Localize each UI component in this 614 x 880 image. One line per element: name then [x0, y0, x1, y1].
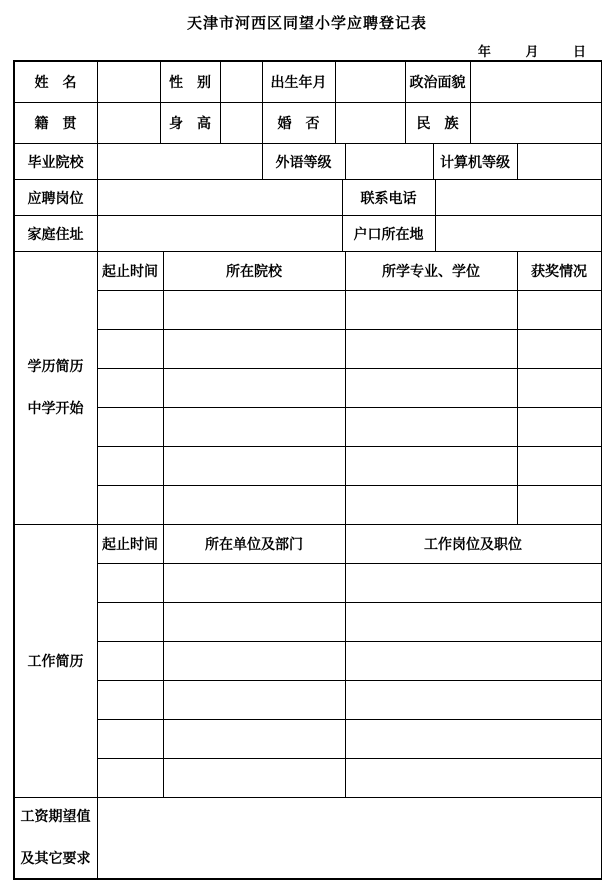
table-row: [14, 798, 601, 879]
work-row-cell[interactable]: [345, 564, 601, 603]
table-row: [14, 447, 601, 486]
work-row-cell[interactable]: [345, 642, 601, 681]
applied-position-value-cell[interactable]: [97, 180, 342, 216]
work-section-label: 工作简历: [14, 525, 97, 798]
name-label: 姓 名: [14, 62, 97, 103]
home-address-value-cell[interactable]: [97, 216, 342, 252]
edu-row-cell[interactable]: [345, 408, 517, 447]
height-label: 身 高: [160, 103, 220, 144]
table-row: [14, 369, 601, 408]
edu-row-cell[interactable]: [97, 447, 163, 486]
birth-value-cell[interactable]: [335, 62, 405, 103]
computer-level-label: 计算机等级: [433, 144, 517, 180]
work-row-cell[interactable]: [163, 720, 345, 759]
work-row-cell[interactable]: [97, 681, 163, 720]
work-row-cell[interactable]: [97, 603, 163, 642]
edu-row-cell[interactable]: [345, 486, 517, 525]
work-row-cell[interactable]: [163, 564, 345, 603]
work-row-cell[interactable]: [97, 564, 163, 603]
work-header-unit-department: 所在单位及部门: [163, 525, 345, 564]
edu-row-cell[interactable]: [517, 369, 601, 408]
ethnicity-value-cell[interactable]: [470, 103, 601, 144]
edu-row-cell[interactable]: [163, 369, 345, 408]
edu-row-cell[interactable]: [517, 408, 601, 447]
contact-phone-label: 联系电话: [342, 180, 435, 216]
work-row-cell[interactable]: [345, 681, 601, 720]
edu-row-cell[interactable]: [97, 486, 163, 525]
edu-row-cell[interactable]: [345, 330, 517, 369]
contact-table: [14, 179, 602, 252]
work-row-cell[interactable]: [97, 759, 163, 798]
home-address-label: 家庭住址: [14, 216, 97, 252]
birth-label: 出生年月: [262, 62, 335, 103]
work-row-cell[interactable]: [97, 642, 163, 681]
political-status-label: 政治面貌: [405, 62, 470, 103]
work-row-cell[interactable]: [345, 759, 601, 798]
marital-status-value-cell[interactable]: [335, 103, 405, 144]
work-row-cell[interactable]: [163, 681, 345, 720]
height-value-cell[interactable]: [220, 103, 262, 144]
edu-row-cell[interactable]: [163, 486, 345, 525]
table-row: [14, 291, 601, 330]
education-section-label: [14, 252, 97, 525]
edu-row-cell[interactable]: [345, 291, 517, 330]
edu-header-school: 所在院校: [163, 252, 345, 291]
work-row-cell[interactable]: [163, 603, 345, 642]
work-header-period: 起止时间: [97, 525, 163, 564]
salary-value-cell[interactable]: [97, 798, 601, 879]
edu-row-cell[interactable]: [345, 369, 517, 408]
salary-label-line2: 及其它要求: [20, 851, 91, 867]
qualification-table: [14, 143, 602, 180]
salary-label-line1: 工资期望值: [20, 809, 91, 825]
table-row: [14, 408, 601, 447]
education-section-label-line1: 学历简历: [27, 359, 84, 375]
political-status-value-cell[interactable]: [470, 62, 601, 103]
work-row-cell[interactable]: [345, 720, 601, 759]
table-row: [14, 103, 601, 144]
ethnicity-label: 民 族: [405, 103, 470, 144]
table-row: [14, 486, 601, 525]
edu-row-cell[interactable]: [517, 486, 601, 525]
year-label: 年: [477, 45, 491, 60]
table-row: [14, 681, 601, 720]
edu-row-cell[interactable]: [163, 291, 345, 330]
edu-row-cell[interactable]: [97, 369, 163, 408]
basic-info-table: [14, 61, 602, 144]
table-row: [14, 603, 601, 642]
edu-header-major-degree: 所学专业、学位: [345, 252, 517, 291]
edu-row-cell[interactable]: [163, 447, 345, 486]
work-header-position: 工作岗位及职位: [345, 525, 601, 564]
table-row: [14, 330, 601, 369]
table-row: [14, 759, 601, 798]
household-registration-label: 户口所在地: [342, 216, 435, 252]
table-row: [14, 720, 601, 759]
edu-header-awards: 获奖情况: [517, 252, 601, 291]
edu-header-period: 起止时间: [97, 252, 163, 291]
table-row: [14, 564, 601, 603]
name-value-cell[interactable]: [97, 62, 160, 103]
table-row: [14, 144, 601, 180]
foreign-language-label: 外语等级: [262, 144, 345, 180]
edu-row-cell[interactable]: [163, 330, 345, 369]
graduate-school-value-cell[interactable]: [97, 144, 262, 180]
work-row-cell[interactable]: [345, 603, 601, 642]
day-label: 日: [572, 45, 586, 60]
page-title: 天津市河西区同望小学应聘登记表: [186, 14, 427, 32]
date-line: [0, 41, 614, 60]
table-row: [14, 525, 601, 564]
table-row: [14, 642, 601, 681]
native-place-value-cell[interactable]: [97, 103, 160, 144]
edu-row-cell[interactable]: [517, 291, 601, 330]
edu-row-cell[interactable]: [517, 330, 601, 369]
table-row: [14, 180, 601, 216]
table-row: [14, 252, 601, 291]
edu-row-cell[interactable]: [97, 330, 163, 369]
form-table: [13, 60, 602, 880]
work-row-cell[interactable]: [97, 720, 163, 759]
marital-status-label: 婚 否: [262, 103, 335, 144]
education-history-table: [14, 251, 602, 525]
education-section-label-line2: 中学开始: [27, 401, 84, 417]
salary-section-label: [14, 798, 97, 879]
edu-row-cell[interactable]: [97, 291, 163, 330]
gender-label: 性 别: [160, 62, 220, 103]
graduate-school-label: 毕业院校: [14, 144, 97, 180]
native-place-label: 籍 贯: [14, 103, 97, 144]
foreign-language-value-cell[interactable]: [345, 144, 433, 180]
month-label: 月: [525, 45, 539, 60]
work-row-cell[interactable]: [163, 642, 345, 681]
gender-value-cell[interactable]: [220, 62, 262, 103]
computer-level-value-cell[interactable]: [517, 144, 601, 180]
applied-position-label: 应聘岗位: [14, 180, 97, 216]
edu-row-cell[interactable]: [345, 447, 517, 486]
salary-table: [14, 797, 602, 879]
edu-row-cell[interactable]: [97, 408, 163, 447]
work-row-cell[interactable]: [163, 759, 345, 798]
work-history-table: [14, 524, 602, 798]
edu-row-cell[interactable]: [517, 447, 601, 486]
table-row: [14, 216, 601, 252]
contact-phone-value-cell[interactable]: [435, 180, 601, 216]
household-registration-value-cell[interactable]: [435, 216, 601, 252]
table-row: [14, 62, 601, 103]
edu-row-cell[interactable]: [163, 408, 345, 447]
